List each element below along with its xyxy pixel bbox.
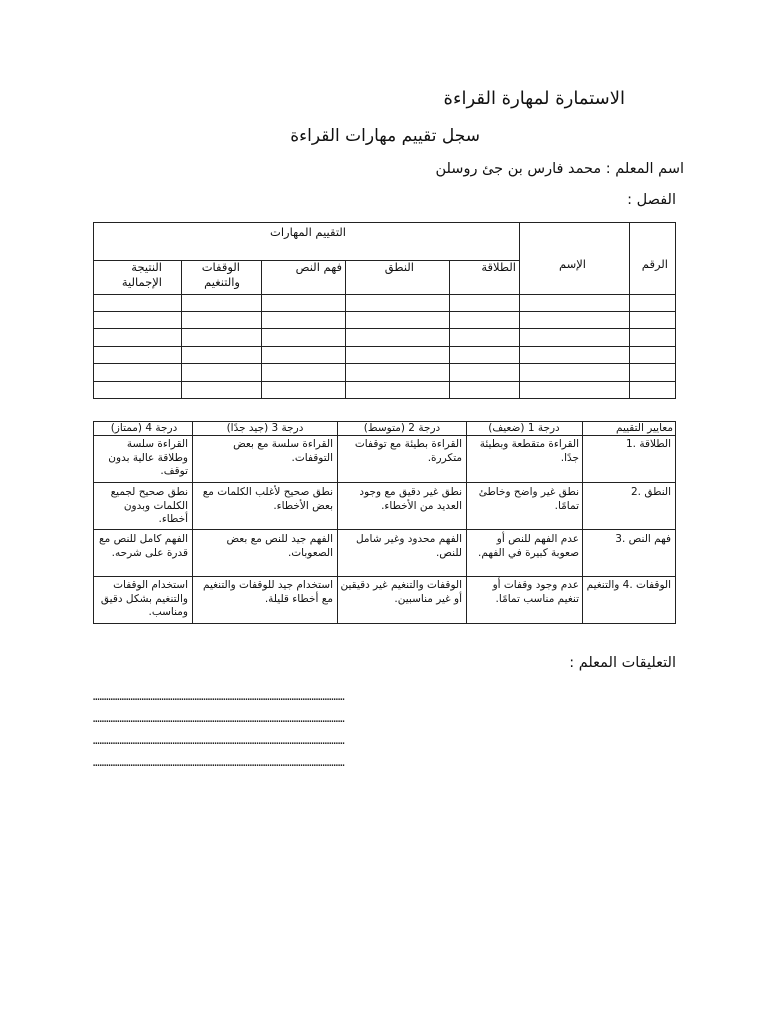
table-row — [94, 328, 675, 329]
rubric-cell: القراءة متقطعة وبطيئة جدًا. — [479, 438, 579, 464]
rubric-header-criteria: معايير التقييم — [615, 422, 673, 434]
rubric-cell: القراءة سلسة وطلاقة عالية بدون توقف. — [108, 438, 188, 477]
rubric-header-level-1: درجة 1 (ضعيف) — [488, 422, 560, 434]
table-row — [94, 346, 675, 347]
form-subtitle: سجل تقييم مهارات القراءة — [290, 126, 480, 146]
rubric-cell: القراءة سلسة مع بعض التوقفات. — [233, 438, 333, 464]
table-row — [94, 381, 675, 382]
col-total-header: النتيجة الإجمالية — [121, 260, 162, 289]
col-name-header: الإسم — [558, 257, 586, 271]
col-comprehension-header: فهم النص — [295, 260, 342, 274]
rubric-table — [93, 421, 676, 624]
class-line: الفصل : — [627, 192, 676, 208]
rubric-cell: استخدام الوقفات والتنغيم بشكل دقيق ومناسب. — [100, 579, 188, 618]
rubric-cell: عدم الفهم للنص أو صعوبة كبيرة في الفهم. — [478, 533, 579, 559]
col-number-header: الرقم — [641, 257, 668, 271]
rubric-criteria-cell: النطق .2 — [630, 486, 671, 498]
form-title: الاستمارة لمهارة القراءة — [443, 88, 625, 109]
comment-line[interactable]: …………………………………………………………………………………………………… — [93, 712, 345, 725]
comment-line[interactable]: …………………………………………………………………………………………………… — [93, 756, 345, 769]
table-divider — [261, 261, 262, 398]
rubric-criteria-cell: الطلاقة .1 — [625, 438, 671, 450]
table-divider — [466, 422, 467, 623]
rubric-cell: عدم وجود وقفات أو تنغيم مناسب تمامًا. — [492, 579, 579, 605]
table-row — [94, 529, 675, 530]
table-divider — [337, 422, 338, 623]
table-divider — [181, 261, 182, 398]
table-divider — [582, 422, 583, 623]
table-divider — [345, 261, 346, 398]
comment-line[interactable]: …………………………………………………………………………………………………… — [93, 690, 345, 703]
rubric-cell: استخدام جيد للوقفات والتنغيم مع أخطاء قليلة. — [202, 579, 333, 605]
rubric-cell: نطق صحيح لجميع الكلمات وبدون أخطاء. — [110, 486, 188, 525]
rubric-header-level-3: درجة 3 (جيد جدًا) — [226, 422, 304, 434]
rubric-cell: نطق غير دقيق مع وجود العديد من الأخطاء. — [359, 486, 462, 512]
skills-record-table — [93, 222, 676, 399]
comment-line[interactable]: …………………………………………………………………………………………………… — [93, 734, 345, 747]
rubric-header-level-2: درجة 2 (متوسط) — [363, 422, 441, 434]
rubric-cell: نطق غير واضح وخاطئ تمامًا. — [478, 486, 579, 512]
col-pauses-header: الوقفات والتنغيم — [201, 260, 240, 289]
skills-group-header: التقييم المهارات — [270, 225, 346, 239]
table-divider — [94, 294, 675, 295]
rubric-header-level-4: درجة 4 (ممتاز) — [110, 422, 178, 434]
rubric-cell: الفهم جيد للنص مع بعض الصعوبات. — [226, 533, 333, 559]
rubric-cell: القراءة بطيئة مع توقفات متكررة. — [354, 438, 462, 464]
table-divider — [449, 261, 450, 398]
rubric-criteria-cell: فهم النص .3 — [615, 533, 671, 545]
rubric-cell: نطق صحيح لأغلب الكلمات مع بعض الأخطاء. — [202, 486, 333, 512]
table-row — [94, 576, 675, 577]
table-row — [94, 363, 675, 364]
table-row — [94, 482, 675, 483]
rubric-cell: الفهم كامل للنص مع قدرة على شرحه. — [99, 533, 188, 559]
rubric-criteria-cell: الوقفات .4 والتنغيم — [586, 579, 671, 591]
table-divider — [192, 422, 193, 623]
rubric-cell: الوقفات والتنغيم غير دقيقين أو غير مناسبين. — [340, 579, 462, 605]
teacher-name-line: اسم المعلم : محمد فارس بن جئ روسلن — [435, 161, 684, 177]
col-fluency-header: الطلاقة — [481, 260, 516, 274]
teacher-comments-label: التعليقات المعلم : — [569, 655, 676, 671]
rubric-cell: الفهم محدود وغير شامل للنص. — [355, 533, 462, 559]
col-pronunciation-header: النطق — [384, 260, 414, 274]
table-row — [94, 311, 675, 312]
